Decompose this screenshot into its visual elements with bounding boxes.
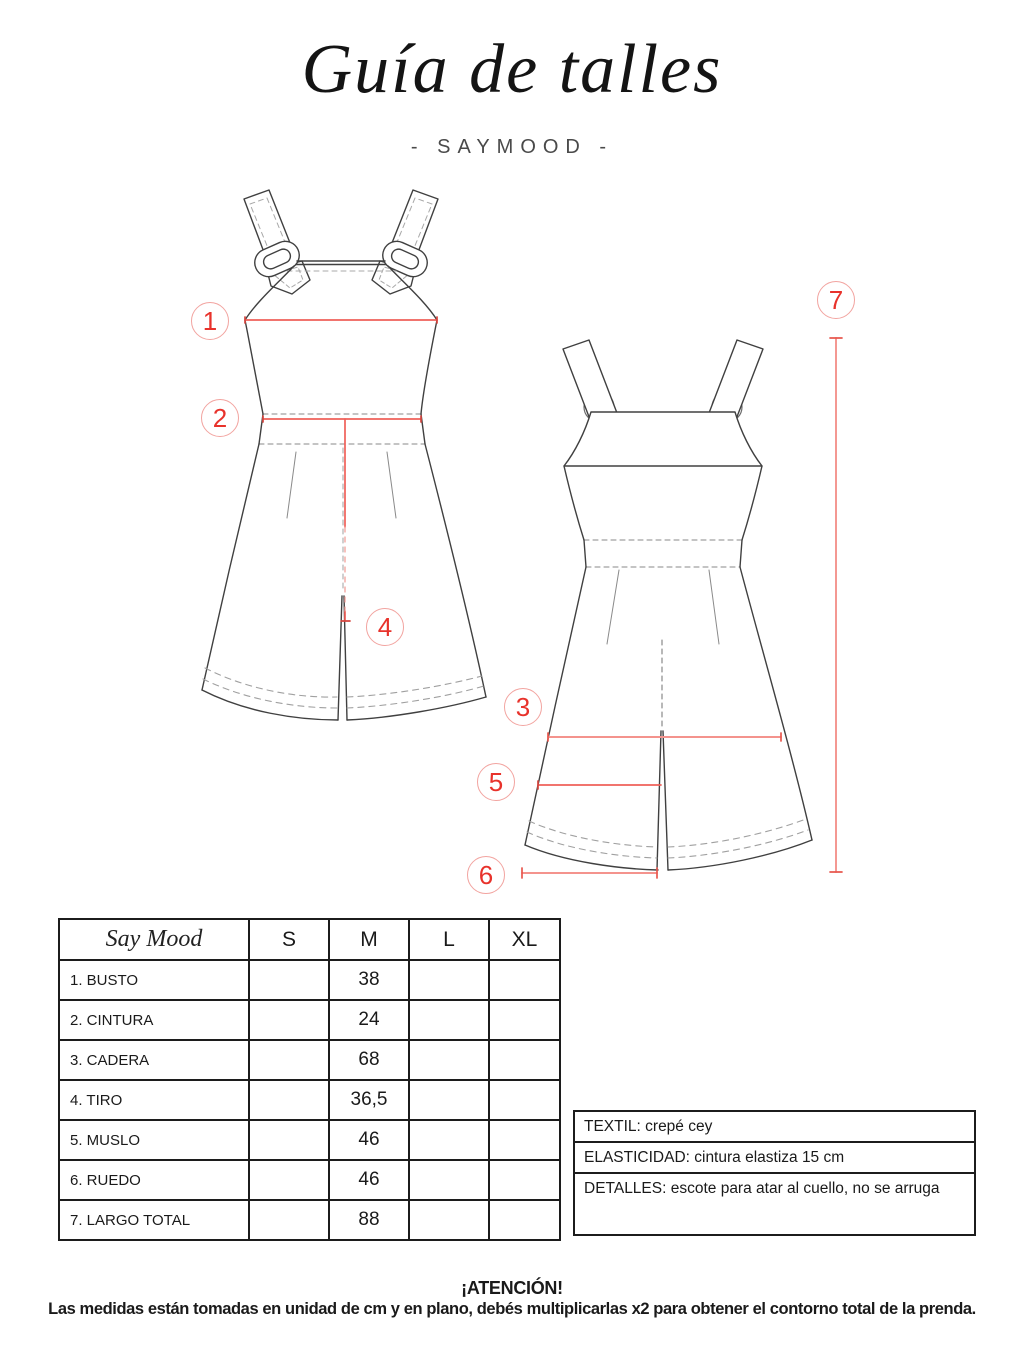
cell-xl [489,1160,560,1200]
back-darts [607,570,719,644]
detail-textil: TEXTIL: crepé cey [575,1112,974,1143]
cell-s [249,960,329,1000]
cell-xl [489,1200,560,1240]
attention-title: ¡ATENCIÓN! [461,1278,563,1298]
back-right-strap [709,340,763,422]
callout-3-number: 3 [515,691,531,722]
size-header-l: L [409,919,489,960]
table-row-ruedo [59,1160,560,1200]
cell-l [409,1200,489,1240]
detail-detalles: DETALLES: escote para atar al cuello, no se arruga [584,1180,940,1197]
cell-l [409,1040,489,1080]
fabric-details-box [573,1110,976,1236]
table-row-largo-total [59,1200,560,1240]
row-label: 5. MUSLO [59,1120,249,1160]
row-label: 4. TIRO [59,1080,249,1120]
size-header-xl: XL [489,919,560,960]
row-label: 3. CADERA [59,1040,249,1080]
cell-l [409,960,489,1000]
table-row-cintura [59,1000,560,1040]
back-waistband-sides [584,540,742,567]
back-left-strap [563,340,617,422]
callout-7-total-length [817,281,855,319]
measurement-lines [245,317,842,878]
back-panel [564,412,762,466]
garment-front-drawing [202,190,486,720]
callout-2-waist [201,399,239,437]
size-header-s: S [249,919,329,960]
front-bodice-sides [245,320,437,414]
cell-m: 88 [329,1200,409,1240]
cell-l [409,1160,489,1200]
size-table-header-row [59,919,560,960]
callout-1-number: 1 [202,305,218,336]
cell-s [249,1160,329,1200]
row-label: 7. LARGO TOTAL [59,1200,249,1240]
callout-5-thigh [477,763,515,801]
cell-m: 24 [329,1000,409,1040]
callout-4-number: 4 [377,611,393,642]
row-label: 6. RUEDO [59,1160,249,1200]
cell-xl [489,1040,560,1080]
detail-elasticidad: ELASTICIDAD: cintura elastiza 15 cm [575,1143,974,1174]
size-table [58,918,561,1241]
cell-s [249,1080,329,1120]
cell-xl [489,1000,560,1040]
cell-m: 38 [329,960,409,1000]
table-row-tiro [59,1080,560,1120]
callout-4-rise [366,608,404,646]
cell-l [409,1080,489,1120]
row-label: 2. CINTURA [59,1000,249,1040]
callout-7-number: 7 [828,284,844,315]
callout-6-number: 6 [478,859,494,890]
brand-subtitle: - SAYMOOD - [410,136,614,158]
callout-2-number: 2 [212,402,228,433]
back-right-leg [740,567,812,840]
callout-6-hem [467,856,505,894]
cell-xl [489,1120,560,1160]
attention-note: Las medidas están tomadas en unidad de cm y en plano, debés multiplicarlas x2 para obtener el contorno total de la prenda. [48,1300,976,1318]
cell-s [249,1040,329,1080]
garment-back-drawing [525,340,812,870]
callout-1-bust [191,302,229,340]
back-waistband-stitch [584,540,742,567]
cell-xl [489,960,560,1000]
table-row-muslo [59,1120,560,1160]
callout-5-number: 5 [488,766,504,797]
brand-logo-signature: Say Mood [59,919,249,960]
back-torso-sides [564,466,762,540]
back-slit [657,731,668,870]
cell-s [249,1120,329,1160]
cell-xl [489,1080,560,1120]
page-title: Guía de talles [301,31,723,108]
table-row-cadera [59,1040,560,1080]
front-right-leg [425,444,486,697]
cell-m: 46 [329,1120,409,1160]
cell-s [249,1200,329,1240]
cell-s [249,1000,329,1040]
cell-l [409,1120,489,1160]
callout-3-hip [504,688,542,726]
cell-m: 36,5 [329,1080,409,1120]
cell-m: 68 [329,1040,409,1080]
front-left-leg [202,444,259,690]
row-label: 1. BUSTO [59,960,249,1000]
table-row-busto [59,960,560,1000]
front-hem-stitch [203,668,484,708]
cell-m: 46 [329,1160,409,1200]
front-top-edge [296,261,386,265]
front-darts [287,452,396,518]
size-header-m: M [329,919,409,960]
cell-l [409,1000,489,1040]
